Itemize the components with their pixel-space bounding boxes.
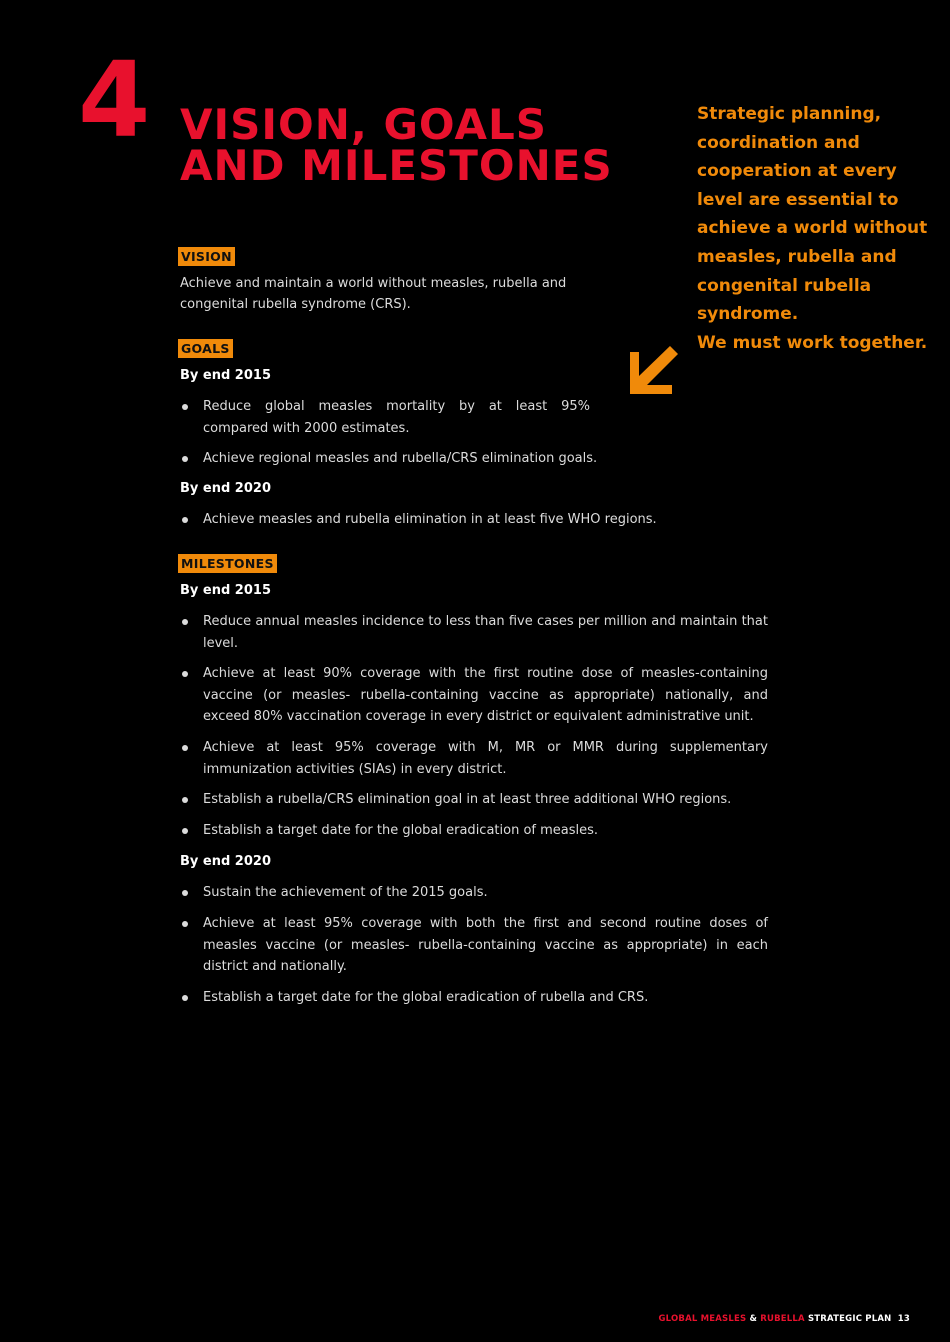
list-item: Sustain the achievement of the 2015 goals. (180, 882, 768, 904)
pull-quote-line: We must work together. (697, 332, 928, 353)
chapter-number: 4 (78, 39, 151, 161)
pull-quote-line: Strategic planning, (697, 104, 882, 124)
footer-amp: & (746, 1314, 761, 1324)
list-item: Establish a target date for the global eradication of rubella and CRS. (180, 987, 768, 1009)
pull-quote-line: measles, rubella and (697, 246, 897, 267)
list-item: Establish a rubella/CRS elimination goal in at least three additional WHO regions. (180, 789, 768, 811)
pull-quote-line: achieve a world without (697, 218, 928, 239)
list-item: Reduce global measles mortality by at least 95% compared with 2000 estimates. (180, 396, 590, 439)
pull-quote-line: syndrome. (697, 304, 799, 325)
footer-rubella: RUBELLA (760, 1314, 805, 1324)
footer-measles: GLOBAL MEASLES (658, 1314, 747, 1324)
list-item: Establish a target date for the global eradication of measles. (180, 820, 768, 842)
pull-quote-line: coordination and (697, 132, 860, 153)
list-item: Achieve regional measles and rubella/CRS elimination goals. (180, 448, 768, 470)
list-item: Achieve at least 90% coverage with the first routine dose of measles-containing vaccine (or measles- rubella-containing vaccine as appropriate) nationally, and exceed 80% vaccination coverage in every district or equivalent administrative unit. (180, 663, 768, 728)
list-item: Achieve at least 95% coverage with M, MR or MMR during supplementary immunization activities (SIAs) in every district. (180, 737, 768, 780)
goals-2015-heading: By end 2015 (180, 368, 271, 383)
goals-label: GOALS (178, 339, 233, 358)
pull-quote-line: level are essential to (697, 189, 899, 210)
vision-text: Achieve and maintain a world without measles, rubella and congenital rubella syndrome (CRS). (180, 276, 567, 312)
milestones-2020-heading: By end 2020 (180, 854, 271, 869)
list-item: Reduce annual measles incidence to less than five cases per million and maintain that level. (180, 611, 768, 654)
page-footer (658, 1314, 910, 1324)
page-title-line-2: AND MILESTONES (180, 141, 613, 190)
milestones-label: MILESTONES (178, 554, 277, 573)
arrow-down-left-icon (630, 346, 680, 394)
goals-2020-heading: By end 2020 (180, 481, 271, 496)
pull-quote-line: congenital rubella (697, 275, 872, 296)
vision-label: VISION (178, 247, 235, 266)
pull-quote-line: cooperation at every (697, 161, 897, 182)
page-number: 13 (897, 1314, 910, 1324)
list-item: Achieve measles and rubella elimination in at least five WHO regions. (180, 509, 768, 531)
footer-strategic-plan: STRATEGIC PLAN (804, 1314, 892, 1324)
list-item: Achieve at least 95% coverage with both the first and second routine doses of measles vaccine (or measles- rubella-containing vaccine as appropriate) in each district and nationally. (180, 913, 768, 978)
pull-quote (697, 100, 937, 357)
milestones-2015-heading: By end 2015 (180, 583, 271, 598)
page-title (180, 100, 660, 190)
page-title-line-1: VISION, GOALS (180, 100, 548, 149)
